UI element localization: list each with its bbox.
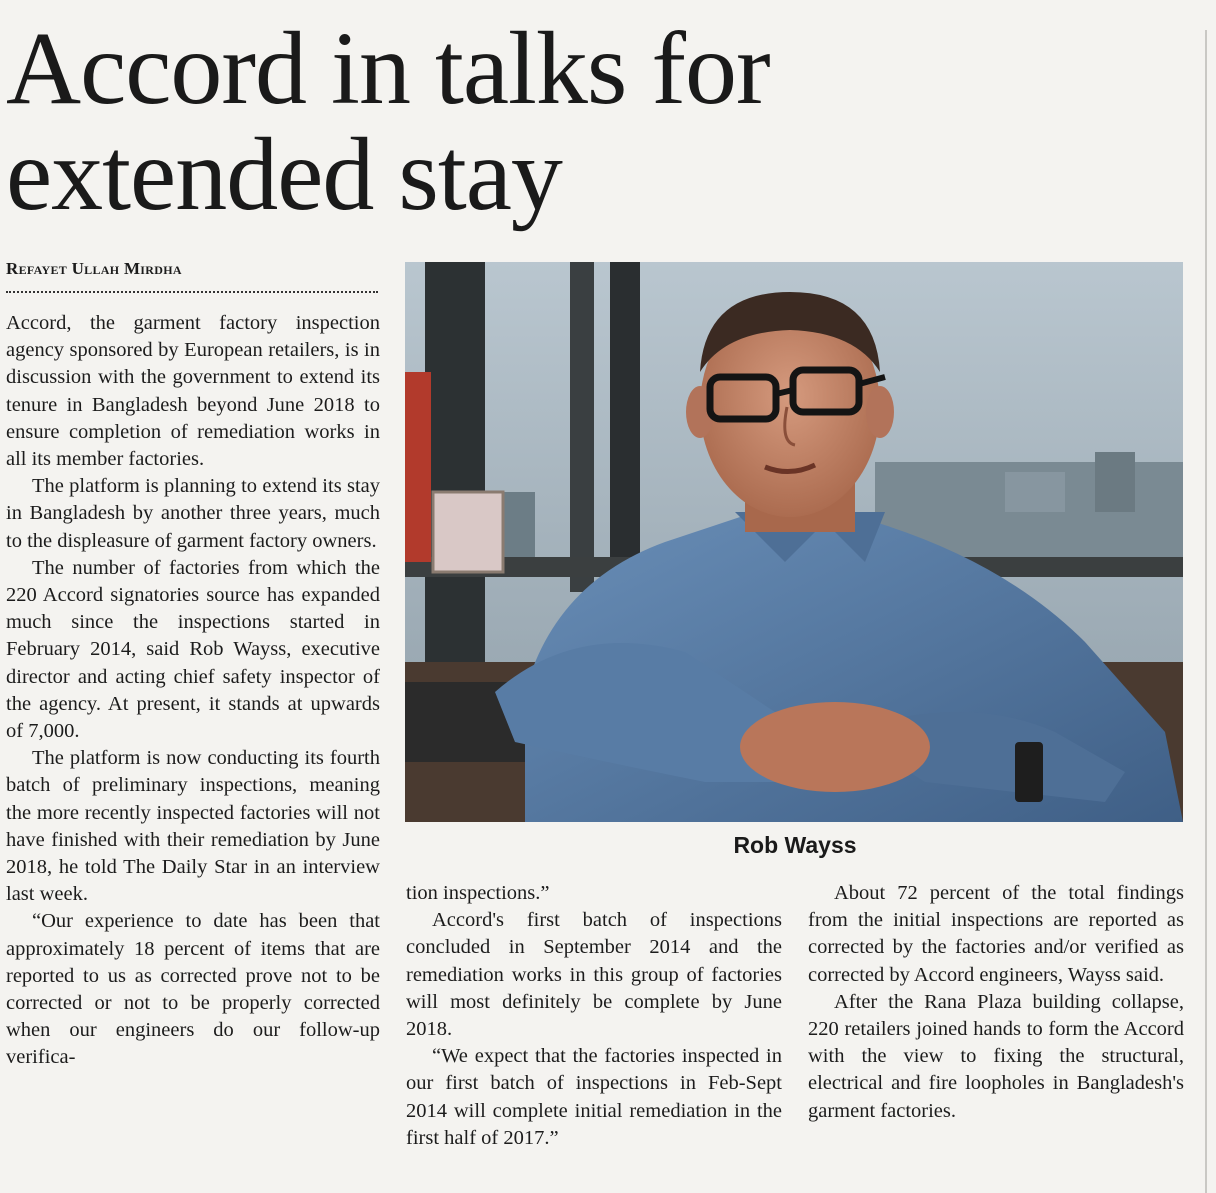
paragraph: The platform is now conducting its fourth batch of preliminary inspections, meaning the more recently inspected factories will not have finished with their remediation by June 2018, he told The Daily Star in an interview last week. [6,747,380,906]
paragraph: Accord, the garment factory inspection agency sponsored by European retailers, is in discussion with the government to extend its tenure in Bangladesh beyond June 2018 to ensure completion of remediation works in all its member factories. [6,312,380,471]
paragraph: About 72 percent of the total findings from the initial inspections are reported as corrected by the factories and/or verified as corrected by Accord engineers, Wayss said. [808,882,1184,986]
photo-rob-wayss [405,262,1183,822]
column-rule [1205,30,1207,1193]
photo-caption: Rob Wayss [733,832,857,858]
paragraph: Accord's first batch of inspections concluded in September 2014 and the remediation works in this group of factories will most definitely be complete by June 2018. [406,909,782,1041]
paragraph: tion inspections.” [406,882,550,904]
paragraph: After the Rana Plaza building collapse, 220 retailers joined hands to form the Accord with the view to fixing the structural, electrical and fire loopholes in Bangladesh's garment factories. [808,990,1184,1122]
article-column-3 [808,880,1184,1125]
headline-line-2: extended stay [6,117,562,232]
article-column-2 [406,880,782,1152]
byline-divider [6,291,378,293]
byline: Refayet Ullah Mirdha [6,259,182,278]
paragraph: The number of factories from which the 220 Accord signatories source has expanded much since the inspections started in February 2014, said Rob Wayss, executive director and acting chief safety inspector of the agency. At present, it stands at upwards of 7,000. [6,556,380,743]
headline [6,11,1106,232]
headline-line-1: Accord in talks for [6,11,770,126]
article-column-1 [6,310,380,1072]
paragraph: The platform is planning to extend its stay in Bangladesh by another three years, much to the displeasure of garment factory owners. [6,475,380,552]
portrait-illustration [405,262,1183,822]
paragraph: “Our experience to date has been that approximately 18 percent of items that are reported to us as corrected prove not to be corrected or not to be properly corrected when our engineers do our follow-up verifica- [6,910,380,1069]
paragraph: “We expect that the factories inspected in our first batch of inspections in Feb-Sept 2014 will complete initial remediation in the first half of 2017.” [406,1045,782,1149]
